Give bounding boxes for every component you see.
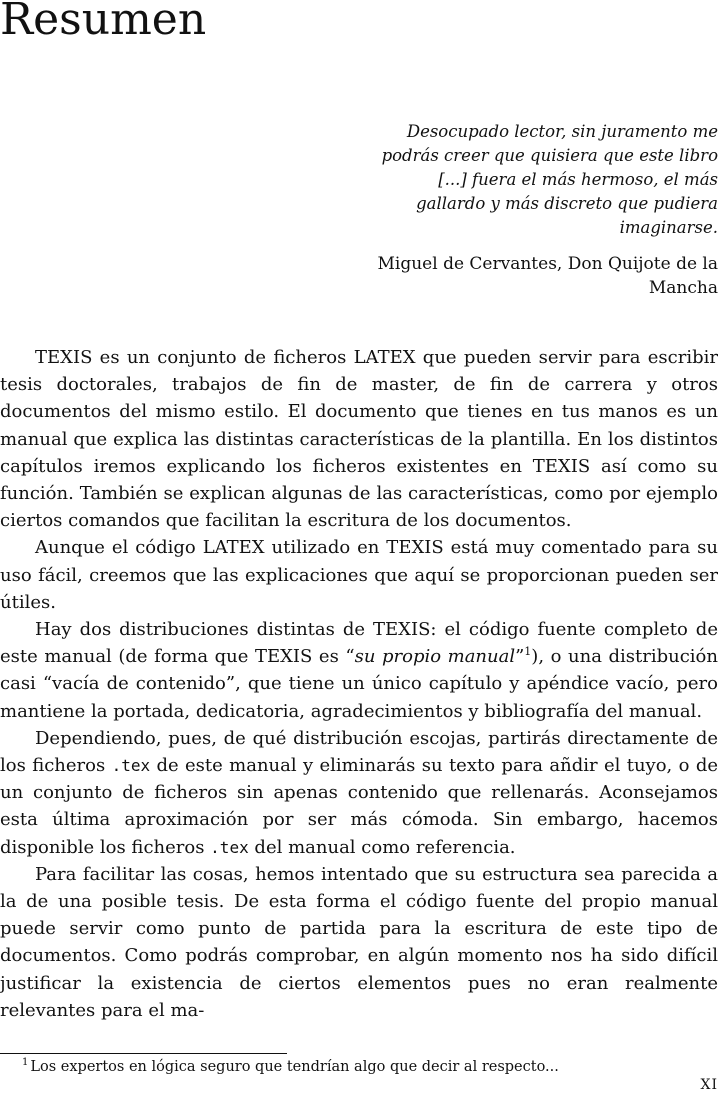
footnote-mark: 1	[22, 1057, 29, 1069]
epigraph-quote: Desocupado lector, sin juramento me podrás creer que quisiera que este libro [...] fuera el más hermoso, el más gallardo y más discreto que pudiera imaginarse.	[381, 122, 718, 237]
paragraph-3-closequote: ”	[515, 646, 525, 668]
paragraph-4-text-b: de este manual y eliminarás su texto para añdir el tuyo, o de un conjunto de ficheros sin apenas contenido que rellenarás. Aconsejamos esta última aproximación por ser más cómoda. Sin embargo, hacemos disponible los ficheros	[0, 755, 718, 858]
paragraph-3-text-a: Hay dos distribuciones distintas de TEXIS: el código fuente completo de este manual (de forma que TEXIS es “	[0, 619, 718, 668]
paragraph-4-text-c: del manual como referencia.	[248, 836, 516, 858]
paragraph-4-code-1: .tex	[111, 756, 151, 776]
epigraph	[368, 120, 718, 300]
paragraph-4-code-2: .tex	[210, 837, 249, 857]
paragraph-1: TEXIS es un conjunto de ficheros LATEX que pueden servir para escribir tesis doctorales, trabajos de fin de master, de fin de carrera y otros documentos del mismo estilo. El documento que tienes en tus manos es un manual que explica las distintas características de la plantilla. En los distintos capítulos iremos explicando los ficheros existentes en TEXIS así como su función. También se explican algunas de las características, como por ejemplo ciertos comandos que facilitan la escritura de los documentos.	[0, 347, 718, 532]
footnote-rule	[0, 1053, 287, 1054]
page-number: XI	[700, 1077, 718, 1093]
paragraph-3-italic: su propio manual	[354, 646, 516, 668]
chapter-title: Resumen	[0, 0, 207, 45]
body-text	[0, 344, 718, 1024]
paragraph-4-text-a: Dependiendo, pues, de qué distribución escojas, partirás directamente de los ficheros	[0, 727, 718, 777]
paragraph-5: Para facilitar las cosas, hemos intentado que su estructura sea parecida a la de una posible tesis. De esta forma el código fuente del propio manual puede servir como punto de partida para la escritura de este tipo de documentos. Como podrás comprobar, en algún momento nos ha sido difícil justificar la existencia de ciertos elementos pues no eran realmente relevantes para el ma-	[0, 863, 718, 1021]
footnote	[22, 1057, 559, 1077]
epigraph-attribution: Miguel de Cervantes, Don Quijote de la Mancha	[377, 254, 718, 298]
paragraph-4	[0, 725, 718, 861]
paragraph-3-text-b: ), o una distribución casi “vacía de contenido”, que tiene un único capítulo y apéndice vacío, pero mantiene la portada, dedicatoria, agradecimientos y bibliografía del manual.	[0, 646, 718, 722]
footnote-text: Los expertos en lógica seguro que tendrían algo que decir al respecto...	[30, 1059, 559, 1075]
footnote-reference: 1	[524, 645, 532, 659]
paragraph-2: Aunque el código LATEX utilizado en TEXIS está muy comentado para su uso fácil, creemos que las explicaciones que aquí se proporcionan pueden ser útiles.	[0, 537, 718, 613]
paragraph-3	[0, 616, 718, 725]
